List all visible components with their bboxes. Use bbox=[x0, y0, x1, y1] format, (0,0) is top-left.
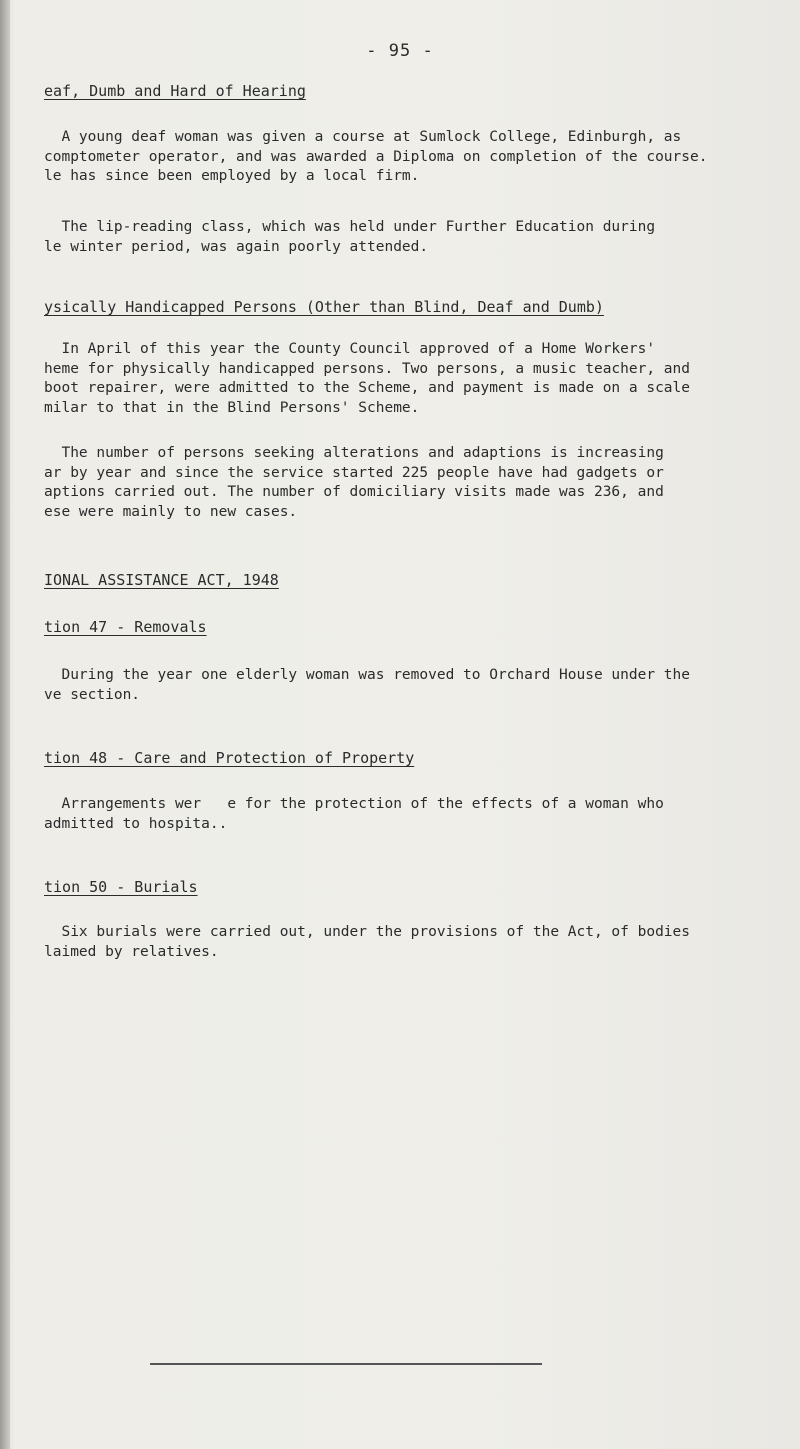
page-number: - 95 - bbox=[366, 41, 434, 61]
section-physically-handicapped-para-2 bbox=[44, 444, 784, 522]
section-removals bbox=[44, 618, 784, 636]
page-binding-edge bbox=[0, 0, 10, 1449]
section-deaf-dumb-para-1 bbox=[44, 128, 784, 187]
paragraph: The lip-reading class, which was held under Further Education during le winter period, was again poorly attended. bbox=[44, 219, 656, 255]
section-heading: IONAL ASSISTANCE ACT, 1948 bbox=[44, 571, 279, 589]
section-heading: eaf, Dumb and Hard of Hearing bbox=[44, 82, 306, 100]
section-heading: tion 47 - Removals bbox=[44, 618, 207, 636]
section-physically-handicapped bbox=[44, 298, 784, 316]
paragraph: In April of this year the County Council approved of a Home Workers' heme for physically handicapped persons. Two persons, a music teacher, and boot repairer, were admitted to the Scheme, and payment is made on a scale milar to that in the Blind Persons' Scheme. bbox=[44, 341, 691, 416]
end-of-text-rule bbox=[150, 1363, 542, 1365]
section-heading: tion 48 - Care and Protection of Property bbox=[44, 749, 415, 767]
section-heading: ysically Handicapped Persons (Other than Blind, Deaf and Dumb) bbox=[44, 298, 604, 316]
section-deaf-dumb bbox=[44, 82, 784, 100]
paragraph: Six burials were carried out, under the provisions of the Act, of bodies laimed by relatives. bbox=[44, 924, 691, 960]
section-heading: tion 50 - Burials bbox=[44, 878, 198, 896]
section-burials bbox=[44, 878, 784, 896]
section-care-protection-property bbox=[44, 749, 784, 767]
section-deaf-dumb-para-2 bbox=[44, 218, 784, 257]
section-removals-para-1 bbox=[44, 666, 784, 705]
paragraph: During the year one elderly woman was removed to Orchard House under the ve section. bbox=[44, 667, 691, 703]
paragraph: Arrangements wer e for the protection of the effects of a woman who admitted to hospita.. bbox=[44, 796, 664, 832]
paragraph: The number of persons seeking alterations and adaptions is increasing ar by year and since the service started 225 people have had gadgets or aptions carried out. The number of domiciliary visits made was 236, and ese were mainly to new cases. bbox=[44, 445, 664, 520]
section-burials-para-1 bbox=[44, 923, 784, 962]
paragraph: A young deaf woman was given a course at Sumlock College, Edinburgh, as comptometer operator, and was awarded a Diploma on completion of the course. le has since been employed by a local firm. bbox=[44, 129, 708, 184]
section-national-assistance-act bbox=[44, 571, 784, 589]
section-care-protection-property-para-1 bbox=[44, 795, 784, 834]
section-physically-handicapped-para-1 bbox=[44, 340, 784, 418]
